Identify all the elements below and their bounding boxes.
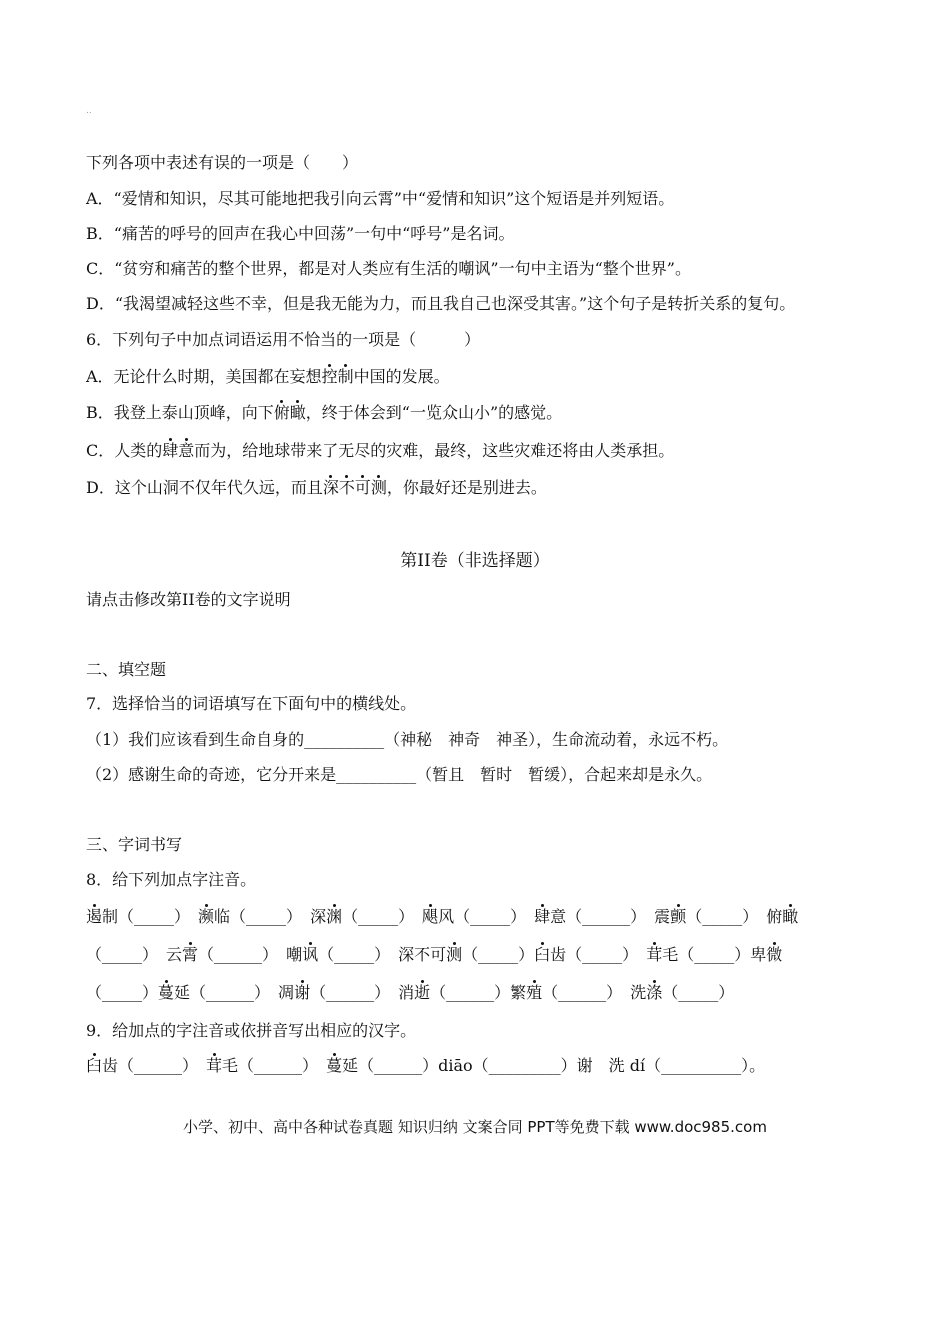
q8-row-2 xyxy=(86,945,782,965)
dotted-character: 肆 xyxy=(534,907,551,926)
q5-option-c: C．“贫穷和痛苦的整个世界，都是对人类应有生活的嘲讽”一句中主语为“整个世界”。 xyxy=(86,259,691,278)
text-segment: 延（______） xyxy=(174,983,279,1002)
text-segment: 繁 xyxy=(510,983,527,1002)
dotted-character: 飓 xyxy=(422,907,439,926)
dotted-character: 讽 xyxy=(302,945,319,964)
text-segment: （______） xyxy=(310,983,399,1002)
text-segment: 卑 xyxy=(750,945,767,964)
dotted-character: 瞰 xyxy=(782,907,799,926)
text-segment: 毛（______） xyxy=(222,1056,327,1075)
dotted-character: 谢 xyxy=(294,983,311,1002)
text-segment: 消 xyxy=(398,983,415,1002)
q6-option-a: A．无论什么时期，美国都在妄想控制中国的发展。 xyxy=(86,367,450,386)
q8-row-1 xyxy=(86,907,798,927)
text-segment: 临（_____） xyxy=(214,907,311,926)
paragraph-mark: .. xyxy=(86,106,92,116)
text-segment: 嘲 xyxy=(286,945,303,964)
dotted-character: 微 xyxy=(766,945,783,964)
dotted-character: 茸 xyxy=(646,945,663,964)
text-segment: 凋 xyxy=(278,983,295,1002)
dotted-character: 臼 xyxy=(86,1056,103,1075)
dotted-character: 涤 xyxy=(646,983,663,1002)
q8-row-3 xyxy=(86,983,734,1003)
text-segment: 深 xyxy=(310,907,327,926)
dotted-character: 蔓 xyxy=(326,1056,343,1075)
q6-stem: 6．下列句子中加点词语运用不恰当的一项是（ ） xyxy=(86,330,481,349)
dotted-character: 濒 xyxy=(198,907,215,926)
q6-option-b: B．我登上泰山顶峰，向下俯瞰，终于体会到“一览众山小”的感觉。 xyxy=(86,403,563,422)
text-segment: （_____） xyxy=(86,945,167,964)
text-segment: 齿（_____） xyxy=(550,945,647,964)
text-segment: （_____） xyxy=(462,945,535,964)
text-segment: 深不可 xyxy=(398,945,447,964)
text-segment: 齿（______） xyxy=(102,1056,207,1075)
text-segment: （_____） xyxy=(662,983,735,1002)
part2-title: 第II卷（非选择题） xyxy=(400,551,550,571)
dotted-character: 逝 xyxy=(414,983,431,1002)
section3-title: 三、字词书写 xyxy=(86,835,183,854)
text-segment: 制（_____） xyxy=(102,907,199,926)
q5-stem: 下列各项中表述有误的一项是（ ） xyxy=(86,153,359,172)
page-footer: 小学、初中、高中各种试卷真题 知识归纳 文案合同 PPT等免费下载 www.doc985.com xyxy=(183,1118,767,1136)
q8-stem: 8．给下列加点字注音。 xyxy=(86,870,257,889)
dotted-character: 殖 xyxy=(526,983,543,1002)
q5-option-d: D．“我渴望减轻这些不幸，但是我无能为力，而且我自己也深受其害。”这个句子是转折关系的复句。 xyxy=(86,294,796,313)
q9-line xyxy=(86,1056,765,1076)
q7-stem: 7．选择恰当的词语填写在下面句中的横线处。 xyxy=(86,694,417,713)
q7-item-2: （2）感谢生命的奇迹，它分开来是__________（暂且 暂时 暂缓），合起来却是永久。 xyxy=(86,765,713,784)
text-segment: （_____） xyxy=(342,907,423,926)
text-segment: （______） xyxy=(430,983,511,1002)
text-segment: 毛（_____） xyxy=(662,945,751,964)
q6-option-d: D．这个山洞不仅年代久远，而且深不可测，你最好还是别进去。 xyxy=(86,478,547,497)
dotted-character: 测 xyxy=(446,945,463,964)
text-segment: 风（_____） xyxy=(438,907,535,926)
text-segment: （_____） xyxy=(86,983,159,1002)
section2-title: 二、填空题 xyxy=(86,660,167,679)
text-segment: （_____） xyxy=(318,945,399,964)
dotted-character: 渊 xyxy=(326,907,343,926)
q7-item-1: （1）我们应该看到生命自身的__________（神秘 神奇 神圣），生命流动着，永远不朽。 xyxy=(86,730,729,749)
dotted-character: 遏 xyxy=(86,907,103,926)
text-segment: 云 xyxy=(166,945,183,964)
dotted-character: 茸 xyxy=(206,1056,223,1075)
text-segment: diāo（_________）谢 洗 dí（__________）。 xyxy=(438,1056,766,1075)
text-segment: 震 xyxy=(654,907,671,926)
text-segment: （______） xyxy=(198,945,287,964)
q5-option-b: B．“痛苦的呼号的回声在我心中回荡”一句中“呼号”是名词。 xyxy=(86,224,515,243)
q9-stem: 9．给加点的字注音或依拼音写出相应的汉字。 xyxy=(86,1021,417,1040)
text-segment: 俯 xyxy=(766,907,783,926)
part2-note: 请点击修改第II卷的文字说明 xyxy=(86,590,291,609)
text-segment: 洗 xyxy=(630,983,647,1002)
dotted-character: 霄 xyxy=(182,945,199,964)
text-segment: （_____） xyxy=(686,907,767,926)
dotted-character: 臼 xyxy=(534,945,551,964)
text-segment: 延（______） xyxy=(342,1056,439,1075)
q5-option-a: A．“爱情和知识，尽其可能地把我引向云霄”中“爱情和知识”这个短语是并列短语。 xyxy=(86,189,675,208)
text-segment: （______） xyxy=(542,983,631,1002)
text-segment: 意（______） xyxy=(550,907,655,926)
dotted-character: 颤 xyxy=(670,907,687,926)
q6-option-c: C．人类的肆意而为，给地球带来了无尽的灾难，最终，这些灾难还将由人类承担。 xyxy=(86,441,675,460)
dotted-character: 蔓 xyxy=(158,983,175,1002)
